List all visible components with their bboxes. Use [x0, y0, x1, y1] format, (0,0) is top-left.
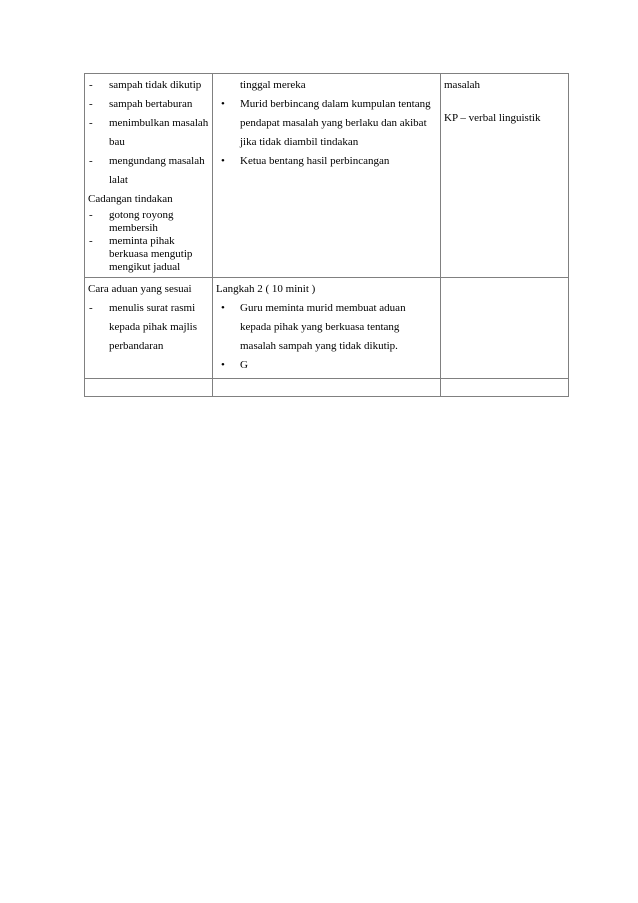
- table-row: [85, 74, 569, 278]
- list-item: - menimbulkan masalah bau: [88, 114, 209, 152]
- content-cell: [85, 278, 213, 379]
- complaint-list: [88, 299, 209, 356]
- content-cell: [85, 74, 213, 278]
- issues-list: [88, 76, 209, 190]
- activity-list: [216, 299, 437, 375]
- list-item: - menulis surat rasmi kepada pihak majlis perbandaran: [88, 299, 209, 356]
- activity-cell: [213, 74, 441, 278]
- notes-cell: [441, 74, 569, 278]
- actions-list: [88, 209, 209, 274]
- bullet-icon: •: [221, 98, 225, 110]
- table-row: [85, 278, 569, 379]
- note-line: KP – verbal linguistik: [444, 112, 541, 124]
- list-item: - mengundang masalah lalat: [88, 152, 209, 190]
- bullet-icon: •: [221, 155, 225, 167]
- actions-heading: Cadangan tindakan: [88, 193, 173, 205]
- step-title: Langkah 2 ( 10 minit ): [216, 283, 316, 295]
- table-row: [85, 379, 569, 397]
- activity-list: [216, 95, 437, 171]
- bullet-icon: •: [221, 359, 225, 371]
- continuation-text: tinggal mereka: [240, 79, 306, 91]
- notes-cell: [441, 278, 569, 379]
- complaint-heading: Cara aduan yang sesuai: [88, 283, 192, 295]
- list-item: - gotong royong membersih: [88, 209, 209, 235]
- list-item: - meminta pihak berkuasa mengutip mengikut jadual: [88, 235, 209, 274]
- list-item: • G: [216, 356, 437, 375]
- empty-cell: [441, 379, 569, 397]
- list-item: • Ketua bentang hasil perbincangan: [216, 152, 437, 171]
- activity-cell: [213, 278, 441, 379]
- lesson-plan-table: [84, 73, 569, 397]
- empty-cell: [85, 379, 213, 397]
- list-item: • Guru meminta murid membuat aduan kepada pihak yang berkuasa tentang masalah sampah yang tidak dikutip.: [216, 299, 437, 356]
- list-item: • Murid berbincang dalam kumpulan tentang pendapat masalah yang berlaku dan akibat jika tidak diambil tindakan: [216, 95, 437, 152]
- empty-cell: [213, 379, 441, 397]
- list-item: - sampah bertaburan: [88, 95, 209, 114]
- note-line: masalah: [444, 79, 481, 91]
- list-item: - sampah tidak dikutip: [88, 76, 209, 95]
- bullet-icon: •: [221, 302, 225, 314]
